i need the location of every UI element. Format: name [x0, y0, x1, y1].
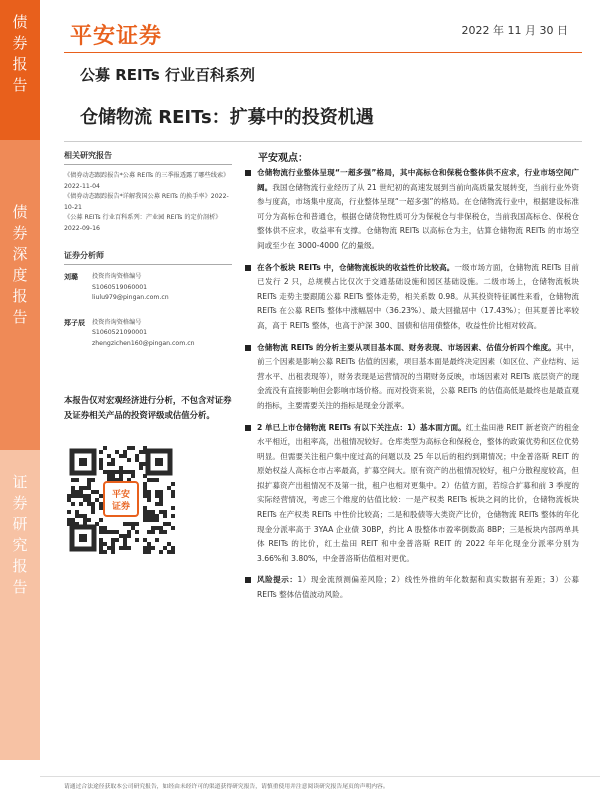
analysts-heading: 证券分析师 [64, 250, 232, 265]
company-logo: 平安证券 [70, 24, 163, 49]
related-reports-list [64, 171, 232, 234]
analyst-email[interactable]: zhengzichen160@pingan.com.cn [92, 339, 195, 347]
analyst-cert-number: S1060521090001 [92, 329, 148, 336]
qr-logo-line2: 证券 [111, 502, 131, 512]
viewpoint-paragraph [243, 261, 579, 334]
report-title: 仓储物流 REITs：扩募中的投资机遇 [80, 107, 374, 128]
sidebar-block-bond-deep-report [0, 140, 40, 450]
paragraph-lead: 风险提示： [257, 575, 298, 585]
viewpoint-paragraph [243, 341, 579, 414]
analyst-card [64, 272, 232, 304]
viewpoint-paragraph [243, 573, 579, 602]
analyst-name: 刘璐 [64, 273, 78, 281]
viewpoint-heading: 平安观点： [258, 153, 308, 164]
sidebar-text-3: 证 券 研 究 报 告 [12, 473, 28, 596]
footer-divider [40, 776, 600, 777]
header-divider [64, 52, 582, 53]
footer-notice: 请通过合法途径获取本公司研究报告，如经由未经许可的渠道获得研究报告，请慎重使用并注意阅读研究报告尾页的声明内容。 [64, 784, 389, 790]
related-report-item[interactable]: 《公募 REITs 行业百科系列：产业园 REITs 的定价剖析》2022-09-16 [64, 214, 222, 232]
left-column [64, 150, 232, 349]
analyst-email[interactable]: liulu979@pingan.com.cn [92, 294, 169, 301]
viewpoint-paragraph [243, 421, 579, 567]
sidebar-block-securities-research [0, 450, 40, 760]
analyst-cert-number: S1060519060001 [92, 283, 148, 291]
paragraph-body: 一级市场方面，仓储物流 REITs 目前已发行 2 只，总规模占比仅次于交通基础设施和园区基础设施。二级市场上，仓储物流板块 REITs 走势主要跟随公募 REITs 整体走势，相关系数 0.98。从其投资特征属性来看，仓储物流 REITs 在公募 REITs 整体中涨幅居中（36.23%）、最大回撤居中（17.43%）；但其夏普比率较高，高于 REITs 整体，也高于沪深 300、国债和信用债整体，收益性价比相对较高。 [257, 262, 579, 330]
title-divider [64, 141, 582, 142]
analyst-card [64, 318, 232, 350]
analyst-cert-label: 投资咨询资格编号 [92, 273, 142, 280]
analyst-cert-label: 投资咨询资格编号 [92, 318, 142, 326]
paragraph-lead: 在各个板块 REITs 中，仓储物流板块的收益性价比较高。 [257, 262, 455, 272]
related-report-item[interactable]: 《债券动态跟踪报告*公募 REITs 的三季报透露了哪些线索》2022-11-04 [64, 172, 230, 190]
sidebar-text-1: 债 券 报 告 [12, 13, 28, 94]
qr-logo-line1: 平安 [111, 490, 131, 500]
paragraph-body: 其中，前三个因素是影响公募 REITs 估值的因素，项目基本面是最终决定因素（如区位、产业结构、运营水平、出租表现等），财务表现是运营情况的当期财务反映，市场因素对 REITs 底层资产的现金流没有直接影响但会影响市场价格。而对投资来说，公募 REITs 的估值高低是最终也是最直观的指标，主要需要关注的指标是现金分派率。 [257, 342, 579, 410]
related-report-item[interactable]: 《债券动态跟踪报告*详解我国公募 REITs 的换手率》2022-10-21 [64, 193, 229, 211]
main-content [243, 166, 579, 610]
related-reports-heading: 相关研究报告 [64, 150, 232, 165]
paragraph-body: 红土盐田港 REIT 新老资产的租金水平相近，出租率高，出租情况较好。仓库类型为高标仓和保税仓，整体的政策优势和区位优势明显。但需要关注租户集中度过高的问题以及 25 年以后的租约到期情况；中金普洛斯 REIT 的原始权益人高标仓市占率最高，扩募空间大。原有资产的出租情况较好，租户分散程度较高，但拟扩募资产出租情况不及第一批，租户也相对更集中。2）估值方面，若综合扩募和前 3 季度的实际经营情况，考虑三个维度的估值比较：一是产权类 REITs 板块之间的比价，仓储物流板块 REITs 在产权类 REITs 中性价比较高；二是和股债等大类资产比价，仓储物流 REITs 整体的年化现金分派率高于 3YAA 企业债 30BP，约比 A 股整体市盈率倒数高 8BP；三是板块内部两单具体 REITs 的比价，红土盐田 REIT 和中金普洛斯 REIT 的 2022 年年化现金分派率分别为 3.66%和 3.80%，中金普洛斯估值相对更优。 [257, 422, 579, 563]
disclaimer-text: 本报告仅对宏观经济进行分析，不包含对证券及证券相关产品的投资评级或估值分析。 [64, 395, 232, 420]
sidebar-block-bond-report [0, 0, 40, 140]
paragraph-lead: 仓储物流 REITs 的分析主要从项目基本面、财务表现、市场因素、估值分析四个维度。 [257, 342, 556, 352]
paragraph-lead: 2 单已上市仓储物流 REITs 有以下关注点：1）基本面方面。 [257, 422, 466, 432]
series-title: 公募 REITs 行业百科系列 [80, 66, 255, 84]
qr-code[interactable] [66, 445, 176, 555]
paragraph-body: 1）现金流预测偏差风险；2）线性外推的年化数据和真实数据有差距；3）公募 REITs 整体估值波动风险。 [257, 575, 579, 600]
paragraph-lead: 仓储物流行业整体呈现“一超多强”格局，其中高标仓和保税仓整体供不应求，行业市场空间广阔。 [257, 168, 579, 192]
qr-code-graphic [66, 445, 176, 555]
analyst-name: 郑子辰 [64, 318, 85, 327]
paragraph-body: 我国仓储物流行业经历了从 21 世纪初的高速发展到当前向高质量发展转变，当前行业外资参与度高，市场集中度高，行业整体呈现“一超多强”的格局。在仓储物流行业中，根据建设标准可分为高标仓和普通仓，根据仓储货物性质可分为保税仓与非保税仓，当前我国高标仓、保税仓整体供不应求，收益率有支撑。仓储物流 REITs 以高标仓为主，估算仓储物流 REITs 的市场空间或至少在 3000-4000 亿的量级。 [257, 182, 579, 250]
report-date: 2022 年 11 月 30 日 [461, 24, 568, 37]
viewpoint-paragraph [243, 166, 579, 254]
sidebar-text-2: 债 券 深 度 报 告 [12, 203, 28, 326]
